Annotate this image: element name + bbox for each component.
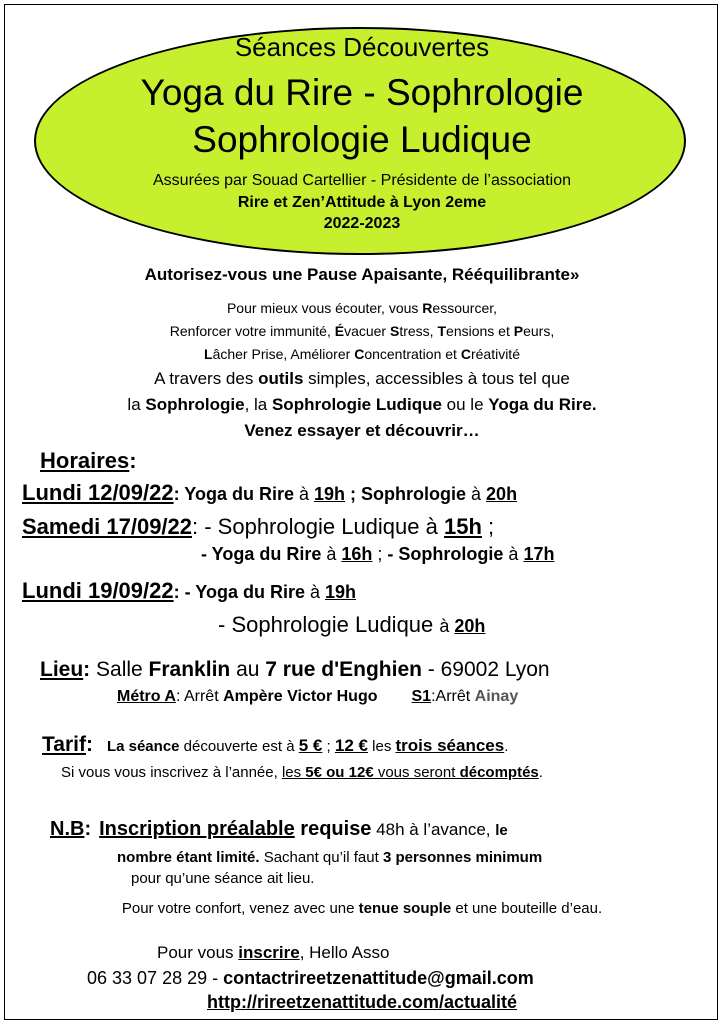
schedule-row-3: - Yoga du Rire à 16h ; - Sophrologie à 17h: [201, 544, 555, 564]
intro-line-3: Lâcher Prise, Améliorer Concentration et Créativité: [204, 346, 520, 362]
intro-line-2: Renforcer votre immunité, Évacuer Stress, Tensions et Peurs,: [169, 323, 555, 339]
byline: Assurées par Souad Cartellier - Présidente de l’association: [153, 172, 571, 189]
comfort-note: Pour votre confort, venez avec une tenue souple et une bouteille d’eau.: [121, 900, 603, 917]
email-address[interactable]: contactrireetzenattitude@gmail.com: [223, 968, 534, 988]
title-line-1: Yoga du Rire - Sophrologie: [140, 72, 584, 113]
note-line-3: pour qu’une séance ait lieu.: [131, 870, 315, 887]
intro-line-6: Venez essayer et découvrir…: [244, 421, 480, 440]
intro-headline: Autorisez-vous une Pause Apaisante, Rééquilibrante»: [144, 265, 580, 284]
contact-line: [87, 968, 534, 989]
intro-line-1: Pour mieux vous écouter, vous Ressourcer,: [226, 300, 498, 316]
intro-line-5: la Sophrologie, la Sophrologie Ludique ou le Yoga du Rire.: [127, 395, 597, 414]
schedule-heading: Horaires:: [40, 448, 137, 473]
price-note: Si vous vous inscrivez à l’année, les 5€ ou 12€ vous seront décomptés.: [61, 764, 543, 781]
intro-line-4: A travers des outils simples, accessibles à tous tel que: [154, 369, 570, 388]
schedule-row-4: Lundi 19/09/22: - Yoga du Rire à 19h: [22, 578, 357, 603]
note-line-2: nombre étant limité. Sachant qu’il faut 3 personnes minimum: [117, 849, 543, 866]
title-line-2: Sophrologie Ludique: [192, 119, 532, 160]
schedule-row-1: Lundi 12/09/22: Yoga du Rire à 19h ; Sophrologie à 20h: [22, 480, 518, 505]
association-name: Rire et Zen’Attitude à Lyon 2eme: [237, 194, 487, 211]
season: 2022-2023: [323, 215, 401, 232]
phone-number: 06 33 07 28 29 -: [87, 968, 224, 988]
website-link[interactable]: http://rireetzenattitude.com/actualité: [206, 992, 518, 1012]
registration-note: N.B: Inscription préalable requise 48h à l’avance, le: [50, 818, 508, 840]
venue-line: Lieu: Salle Franklin au 7 rue d'Enghien - 69002 Lyon: [40, 658, 550, 681]
signup-line: Pour vous inscrire, Hello Asso: [157, 943, 390, 962]
schedule-row-5: - Sophrologie Ludique à 20h: [218, 612, 486, 637]
schedule-row-2: Samedi 17/09/22: - Sophrologie Ludique à 15h ;: [22, 514, 495, 539]
website-row: [0, 992, 724, 1013]
kicker: Séances Découvertes: [234, 32, 490, 62]
price-line: Tarif: La séance découverte est à 5 € ; 12 € les trois séances.: [42, 733, 509, 756]
transport-line: Métro A: Arrêt Ampère Victor Hugo S1:Arrêt Ainay: [117, 688, 519, 705]
